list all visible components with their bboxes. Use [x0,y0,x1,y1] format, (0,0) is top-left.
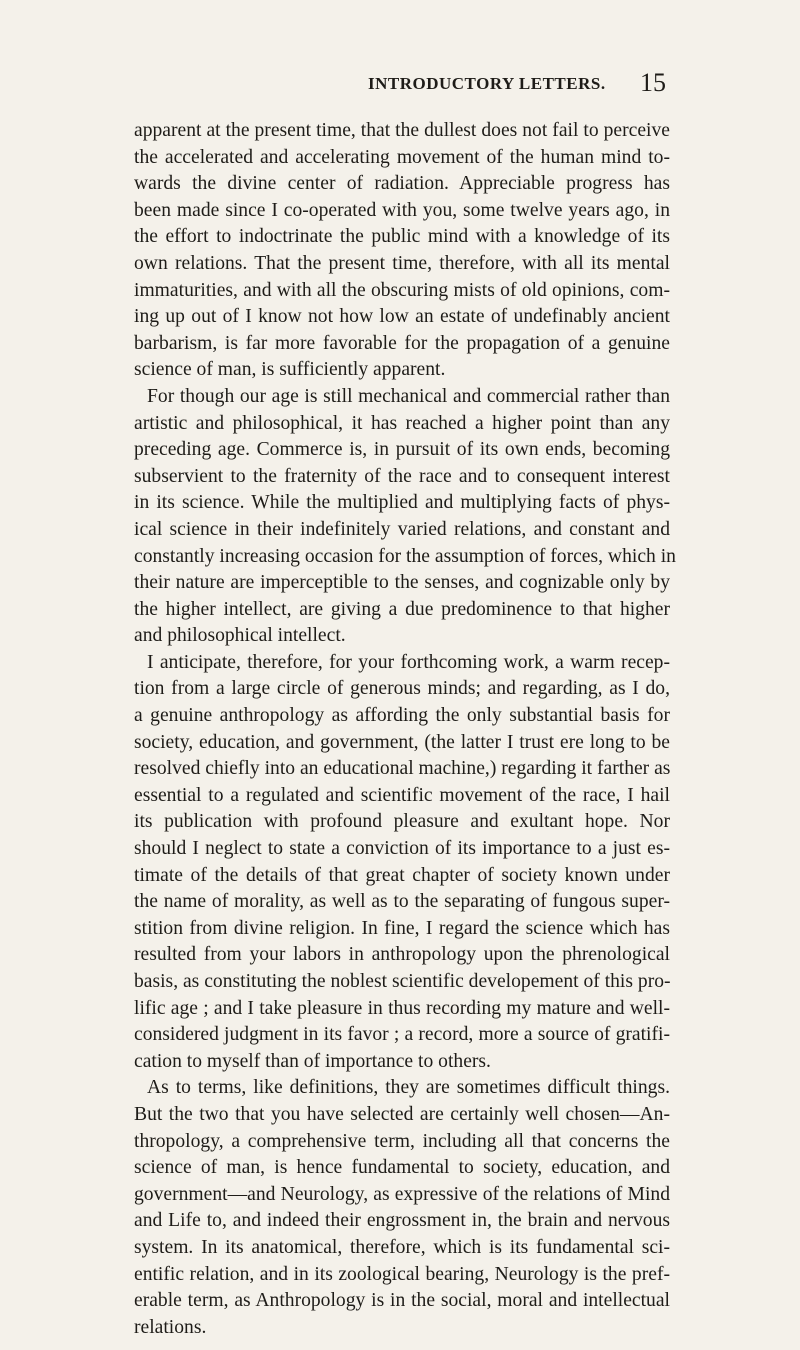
text-line: the name of morality, as well as to the separating of fungous super- [134,891,670,913]
text-line: thropology, a comprehensive term, including all that concerns the [134,1130,670,1152]
text-line: the higher intellect, are giving a due predominence to that higher [134,598,670,620]
page-header [0,68,800,104]
text-line: own relations. That the present time, therefore, with all its mental [134,252,670,274]
text-line: preceding age. Commerce is, in pursuit of its own ends, becoming [134,439,670,461]
text-line: its publication with profound pleasure and exultant hope. Nor [134,811,670,833]
text-line: immaturities, and with all the obscuring mists of old opinions, com- [134,279,670,301]
text-line: subservient to the fraternity of the race and to consequent interest [134,465,670,487]
text-line: I anticipate, therefore, for your forthcoming work, a warm recep- [147,651,670,673]
text-line: science of man, is hence fundamental to society, education, and [134,1157,670,1179]
text-line: erable term, as Anthropology is in the social, moral and intellectual [134,1290,670,1312]
text-line: been made since I co-operated with you, some twelve years ago, in [134,199,670,221]
text-line: a genuine anthropology as affording the only substantial basis for [134,705,670,727]
text-line: stition from divine religion. In fine, I regard the science which has [134,917,670,939]
text-line: wards the divine center of radiation. Appreciable progress has [134,173,670,195]
text-line: government—and Neurology, as expressive of the relations of Mind [134,1183,670,1205]
text-line: basis, as constituting the noblest scientific developement of this pro- [134,971,671,992]
text-line: But the two that you have selected are certainly well chosen—An- [134,1103,670,1125]
text-line: tion from a large circle of generous minds; and regarding, as I do, [134,678,670,700]
text-line: the effort to indoctrinate the public mind with a knowledge of its [134,226,670,248]
text-line: barbarism, is far more favorable for the propagation of a genuine [134,332,670,354]
text-line: For though our age is still mechanical and commercial rather than [147,385,670,407]
text-line: lific age ; and I take pleasure in thus recording my mature and well- [134,997,670,1019]
text-line: artistic and philosophical, it has reached a higher point than any [134,412,670,434]
text-line: society, education, and government, (the latter I trust ere long to be [134,731,670,753]
text-line: should I neglect to state a conviction of its importance to a just es- [134,838,670,860]
text-line: essential to a regulated and scientific movement of the race, I hail [134,784,670,806]
text-line: their nature are imperceptible to the senses, and cognizable only by [134,572,670,594]
text-line: timate of the details of that great chapter of society known under [134,864,670,886]
text-line: science of man, is sufficiently apparent. [134,359,446,381]
text-line: apparent at the present time, that the dullest does not fail to perceive [134,120,670,141]
text-line: and philosophical intellect. [134,625,346,647]
text-line: entific relation, and in its zoological bearing, Neurology is the pref- [134,1263,670,1285]
text-line: constantly increasing occasion for the assumption of forces, which in [134,545,676,567]
text-line: the accelerated and accelerating movement of the human mind to- [134,146,670,168]
body-text [134,118,676,1341]
text-line: ing up out of I know not how low an estate of undefinably ancient [134,306,670,328]
text-line: As to terms, like definitions, they are sometimes difficult things. [147,1077,670,1099]
running-title: INTRODUCTORY LETTERS. [368,74,606,93]
text-line: and Life to, and indeed their engrossment in, the brain and nervous [134,1210,670,1232]
page-number: 15 [640,68,666,97]
text-line: considered judgment in its favor ; a record, more a source of gratifi- [134,1024,670,1046]
text-line: ical science in their indefinitely varied relations, and constant and [134,518,670,540]
text-line: resulted from your labors in anthropology upon the phrenological [134,944,670,966]
text-line: in its science. While the multiplied and multiplying facts of phys- [134,492,670,514]
text-line: cation to myself than of importance to others. [134,1050,491,1072]
text-line: resolved chiefly into an educational machine,) regarding it farther as [134,758,671,780]
text-line: relations. [134,1316,207,1338]
text-line: system. In its anatomical, therefore, which is its fundamental sci- [134,1236,670,1258]
